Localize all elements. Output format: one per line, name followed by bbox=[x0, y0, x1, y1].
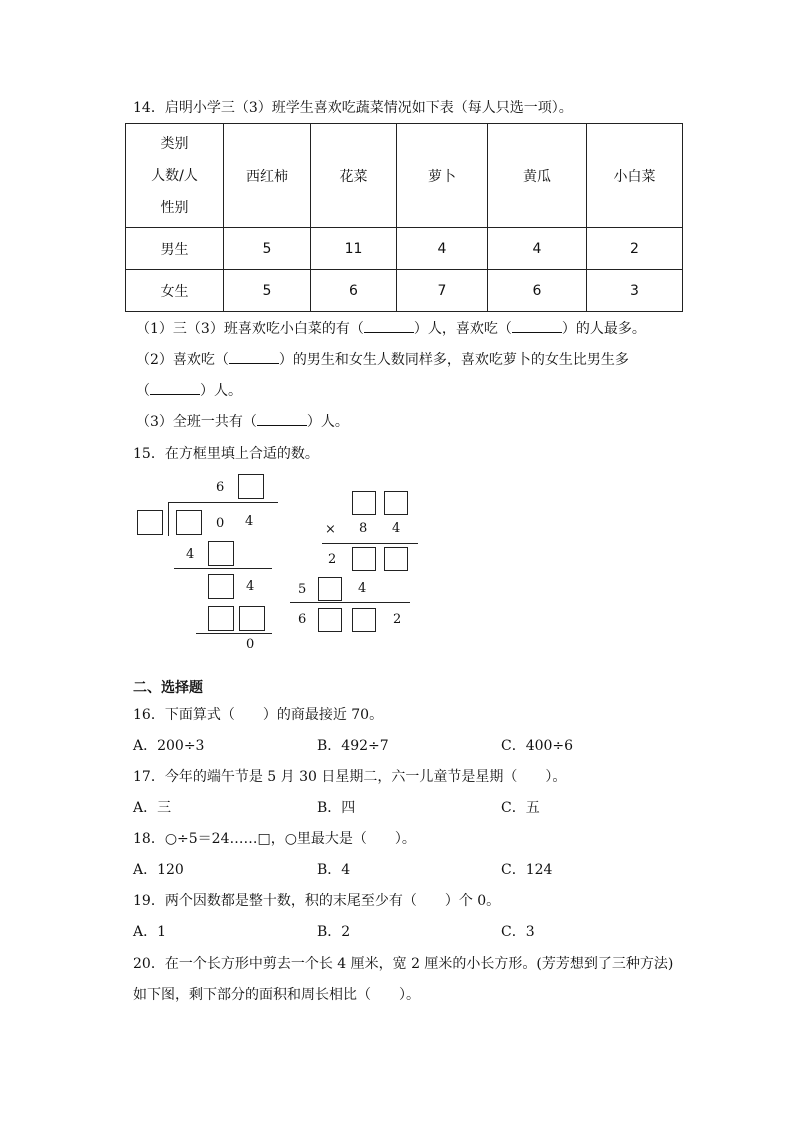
partial-digit: 2 bbox=[328, 552, 337, 567]
answer-box[interactable] bbox=[352, 491, 376, 515]
q14-sub2-text-d: ）人。 bbox=[200, 383, 242, 399]
table-cell: 5 bbox=[224, 228, 311, 270]
q19-option-c[interactable]: C．3 bbox=[501, 924, 535, 940]
dividend-digit: 0 bbox=[216, 516, 225, 531]
answer-blank[interactable] bbox=[257, 413, 307, 426]
dividend-digit: 4 bbox=[245, 514, 254, 529]
multiplier-digit: 4 bbox=[392, 521, 401, 536]
q18-prompt: 18．○÷5＝24……□，○里最大是（ ）。 bbox=[133, 831, 416, 847]
step-digit: 4 bbox=[246, 579, 255, 594]
quotient-digit: 6 bbox=[216, 480, 225, 495]
q18-option-c[interactable]: C．124 bbox=[501, 862, 553, 878]
step-digit: 4 bbox=[186, 547, 195, 562]
table-cell: 11 bbox=[311, 228, 397, 270]
q14-sub1-text-a: （1）三（3）班喜欢吃小白菜的有（ bbox=[136, 321, 364, 337]
total-digit: 6 bbox=[298, 612, 307, 627]
partial-digit: 5 bbox=[298, 582, 307, 597]
q14-sub1-text-c: ）的人最多。 bbox=[561, 321, 646, 337]
q20-prompt-line1: 20．在一个长方形中剪去一个长 4 厘米，宽 2 厘米的小长方形。(芳芳想到了三种方法) bbox=[133, 956, 674, 972]
table-cell: 2 bbox=[587, 228, 683, 270]
answer-box[interactable] bbox=[238, 474, 264, 499]
table-cell: 6 bbox=[311, 270, 397, 312]
table-cell: 7 bbox=[397, 270, 488, 312]
q14-sub2-cont bbox=[136, 382, 242, 400]
q16-option-c[interactable]: C．400÷6 bbox=[501, 738, 574, 754]
times-sign: × bbox=[325, 522, 336, 537]
header-line-gender: 性别 bbox=[160, 199, 189, 216]
vegetable-table bbox=[125, 123, 683, 312]
answer-box[interactable] bbox=[384, 547, 408, 571]
multiplier-digit: 8 bbox=[359, 521, 368, 536]
column-header: 萝卜 bbox=[397, 124, 488, 228]
q14-sub3-text-b: ）人。 bbox=[306, 414, 349, 430]
table-header-row bbox=[126, 124, 683, 228]
column-header: 小白菜 bbox=[587, 124, 683, 228]
product-line bbox=[322, 543, 418, 544]
answer-box[interactable] bbox=[239, 606, 265, 631]
q19-option-a[interactable]: A．1 bbox=[133, 924, 167, 940]
answer-box[interactable] bbox=[208, 606, 234, 631]
q17-prompt: 17．今年的端午节是 5 月 30 日星期二，六一儿童节是星期（ ）。 bbox=[133, 769, 567, 785]
diagonal-header-cell bbox=[126, 124, 224, 228]
answer-box[interactable] bbox=[137, 510, 163, 535]
answer-box[interactable] bbox=[384, 491, 408, 515]
division-bar bbox=[168, 502, 278, 503]
q17-option-a[interactable]: A．三 bbox=[133, 800, 172, 816]
q16-prompt: 16．下面算式（ ）的商最接近 70。 bbox=[133, 707, 384, 723]
partial-digit: 4 bbox=[358, 581, 367, 596]
q14-sub3-text-a: （3）全班一共有（ bbox=[136, 414, 257, 430]
column-header: 花菜 bbox=[311, 124, 397, 228]
answer-blank[interactable] bbox=[512, 320, 562, 333]
table-cell: 4 bbox=[488, 228, 587, 270]
answer-box[interactable] bbox=[318, 577, 342, 601]
answer-blank[interactable] bbox=[229, 351, 279, 364]
q14-sub1-text-b: ）人，喜欢吃（ bbox=[413, 321, 512, 337]
q18-option-a[interactable]: A．120 bbox=[133, 862, 184, 878]
table-cell: 3 bbox=[587, 270, 683, 312]
answer-blank[interactable] bbox=[150, 382, 200, 395]
answer-box[interactable] bbox=[318, 608, 342, 632]
q14-sub1 bbox=[136, 320, 646, 338]
q14-prompt: 14．启明小学三（3）班学生喜欢吃蔬菜情况如下表（每人只选一项）。 bbox=[133, 100, 573, 116]
table-cell: 4 bbox=[397, 228, 488, 270]
q14-sub2-text-b: ）的男生和女生人数同样多，喜欢吃萝卜的女生比男生多 bbox=[278, 352, 629, 368]
q14-sub2-text-c: （ bbox=[136, 383, 150, 399]
column-header: 黄瓜 bbox=[488, 124, 587, 228]
q19-prompt: 19．两个因数都是整十数，积的末尾至少有（ ）个 0。 bbox=[133, 893, 501, 909]
column-header: 西红柿 bbox=[224, 124, 311, 228]
answer-box[interactable] bbox=[176, 510, 202, 535]
table-cell: 6 bbox=[488, 270, 587, 312]
q19-option-b[interactable]: B．2 bbox=[317, 924, 351, 940]
sum-line bbox=[290, 602, 410, 603]
row-label: 男生 bbox=[126, 228, 224, 270]
header-line-count: 人数/人 bbox=[151, 167, 198, 184]
q14-sub2-text-a: （2）喜欢吃（ bbox=[136, 352, 229, 368]
table-row bbox=[126, 270, 683, 312]
answer-blank[interactable] bbox=[364, 320, 414, 333]
q14-sub3 bbox=[136, 413, 349, 431]
q16-option-a[interactable]: A．200÷3 bbox=[133, 738, 205, 754]
q20-prompt-line2: 如下图，剩下部分的面积和周长相比（ ）。 bbox=[133, 987, 420, 1003]
subtraction-line bbox=[196, 633, 272, 634]
subtraction-line bbox=[174, 568, 272, 569]
answer-box[interactable] bbox=[352, 608, 376, 632]
answer-box[interactable] bbox=[352, 547, 376, 571]
q16-option-b[interactable]: B．492÷7 bbox=[317, 738, 389, 754]
q18-option-b[interactable]: B．4 bbox=[317, 862, 351, 878]
remainder-digit: 0 bbox=[246, 637, 255, 652]
division-bracket bbox=[168, 502, 169, 536]
table-row bbox=[126, 228, 683, 270]
header-line-category: 类别 bbox=[160, 135, 189, 152]
q14-sub2 bbox=[136, 351, 629, 369]
table-cell: 5 bbox=[224, 270, 311, 312]
q15-prompt: 15．在方框里填上合适的数。 bbox=[133, 446, 319, 462]
total-digit: 2 bbox=[393, 612, 402, 627]
answer-box[interactable] bbox=[208, 541, 234, 566]
section-title: 二、选择题 bbox=[133, 680, 203, 696]
q17-option-c[interactable]: C．五 bbox=[501, 800, 540, 816]
answer-box[interactable] bbox=[208, 574, 234, 599]
row-label: 女生 bbox=[126, 270, 224, 312]
q17-option-b[interactable]: B．四 bbox=[317, 800, 356, 816]
